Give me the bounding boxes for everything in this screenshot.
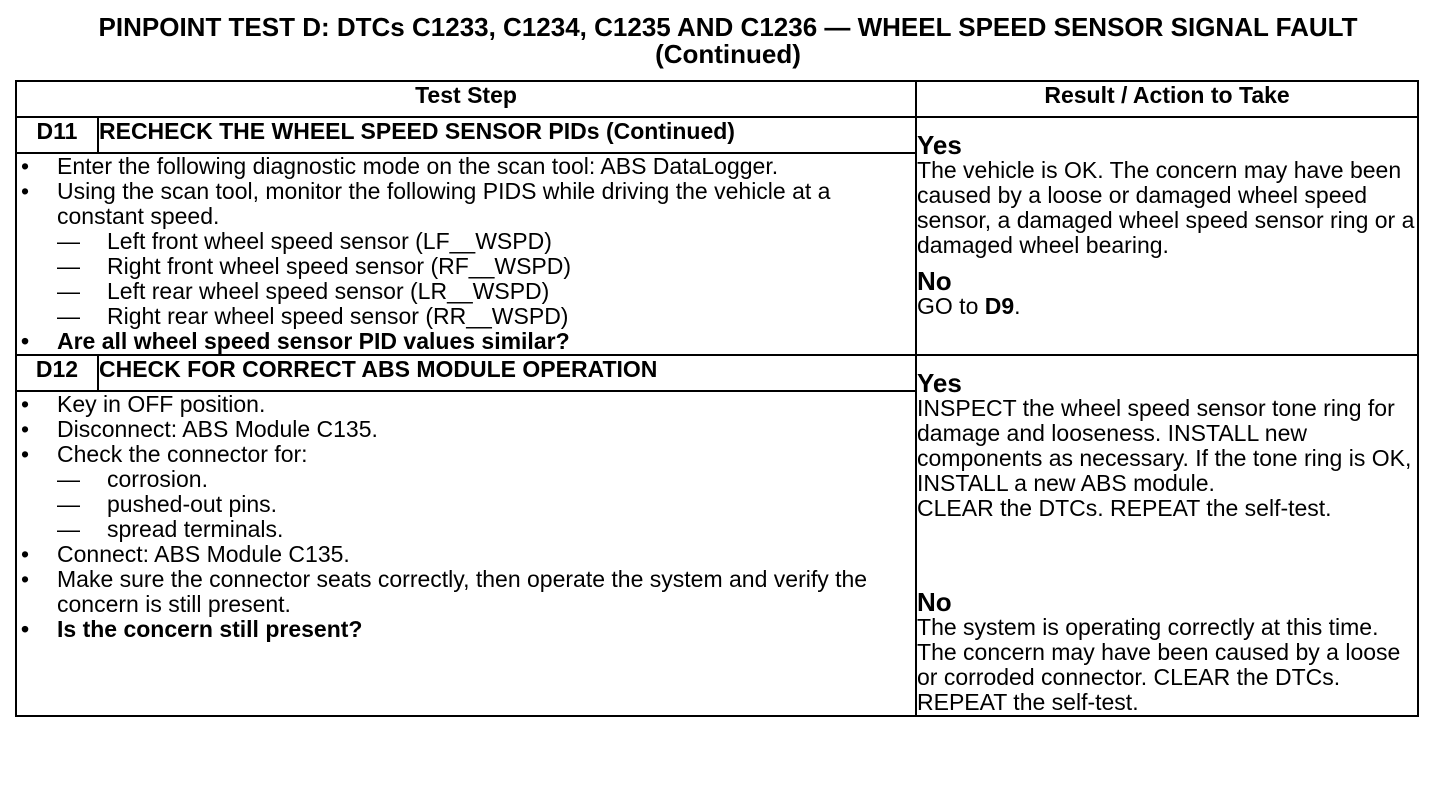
dash-glyph: — [57, 491, 80, 517]
bullet-glyph: • [21, 328, 30, 354]
sub-item-text: Left rear wheel speed sensor (LR__WSPD) [107, 278, 550, 304]
step-body-d12 [16, 391, 916, 716]
step-row-d11-title [16, 117, 1418, 153]
pinpoint-test-table [15, 80, 1419, 717]
header-result: Result / Action to Take [916, 81, 1418, 117]
list-item-text: Check the connector for: [57, 441, 308, 467]
list-item-text: Make sure the connector seats correctly, then operate the system and verify the concern is still present. [57, 566, 868, 617]
no-text-d11 [917, 294, 1417, 319]
no-text-d12: The system is operating correctly at this time. The concern may have been caused by a loose or corroded connector. CLEAR the DTCs. REPEAT the self-test. [917, 614, 1401, 715]
step-body-d11 [16, 153, 916, 355]
list-item-text: Disconnect: ABS Module C135. [57, 416, 378, 442]
bullet-glyph: • [21, 441, 30, 467]
bullet-glyph: • [21, 541, 30, 567]
bullet-glyph: • [21, 416, 30, 442]
sub-list-item [57, 279, 915, 304]
question-item [17, 329, 915, 354]
bullet-glyph: • [21, 616, 30, 642]
dash-glyph: — [57, 253, 80, 279]
header-test-step: Test Step [16, 81, 916, 117]
question-text-d12: Is the concern still present? [57, 616, 363, 642]
list-item-text: Connect: ABS Module C135. [57, 541, 350, 567]
goto-ref-d9: D9 [984, 293, 1015, 319]
step-title-d12: CHECK FOR CORRECT ABS MODULE OPERATION [98, 355, 916, 391]
table-header-row [16, 81, 1418, 117]
list-item [17, 154, 915, 179]
sub-item-text: Right rear wheel speed sensor (RR__WSPD) [107, 303, 569, 329]
list-item [17, 179, 915, 329]
dash-glyph: — [57, 228, 80, 254]
list-item [17, 392, 915, 417]
list-item [17, 442, 915, 542]
step-row-d12-title [16, 355, 1418, 391]
sub-list-item [57, 254, 915, 279]
dash-glyph: — [57, 466, 80, 492]
sub-list-d12 [57, 467, 915, 542]
sub-list-item [57, 467, 915, 492]
list-item [17, 567, 915, 617]
no-label-d12: No [917, 587, 952, 617]
bullet-glyph: • [21, 153, 30, 179]
step-id-d11: D11 [16, 117, 98, 153]
sub-item-text: Left front wheel speed sensor (LF__WSPD) [107, 228, 552, 254]
title-line-1: PINPOINT TEST D: DTCs C1233, C1234, C1235 AND C1236 — WHEEL SPEED SENSOR SIGNAL FAULT [98, 12, 1358, 42]
yes-label-d11: Yes [917, 130, 962, 160]
bullet-glyph: • [21, 178, 30, 204]
sub-list-item [57, 304, 915, 329]
page-title [0, 14, 1456, 68]
no-label-d11: No [917, 266, 952, 296]
title-line-2: (Continued) [655, 39, 801, 69]
no-text-d11-suffix: . [1014, 293, 1021, 319]
result-cell-d11 [916, 117, 1418, 355]
yes-text-d11: The vehicle is OK. The concern may have been caused by a loose or damaged wheel speed sensor, a damaged wheel speed sensor ring or a damaged wheel bearing. [917, 157, 1415, 258]
list-item-text: Enter the following diagnostic mode on the scan tool: ABS DataLogger. [57, 153, 779, 179]
question-text-d11: Are all wheel speed sensor PID values similar? [57, 328, 570, 354]
dash-glyph: — [57, 516, 80, 542]
bullet-glyph: • [21, 391, 30, 417]
step-list-d11 [17, 154, 915, 354]
yes-text2-d12: CLEAR the DTCs. REPEAT the self-test. [917, 495, 1332, 521]
sub-item-text: Right front wheel speed sensor (RF__WSPD) [107, 253, 572, 279]
no-text-d11-prefix: GO to [917, 293, 979, 319]
step-list-d12 [17, 392, 915, 642]
bullet-glyph: • [21, 566, 30, 592]
list-item [17, 542, 915, 567]
dash-glyph: — [57, 303, 80, 329]
sub-item-text: pushed-out pins. [107, 491, 278, 517]
result-cell-d12 [916, 355, 1418, 716]
sub-list-d11 [57, 229, 915, 329]
sub-item-text: corrosion. [107, 466, 208, 492]
list-item-text: Using the scan tool, monitor the following PIDS while driving the vehicle at a constant speed. [57, 178, 831, 229]
step-id-d12: D12 [16, 355, 98, 391]
sub-list-item [57, 492, 915, 517]
question-item [17, 617, 915, 642]
list-item [17, 417, 915, 442]
step-title-d11: RECHECK THE WHEEL SPEED SENSOR PIDs (Continued) [98, 117, 916, 153]
list-item-text: Key in OFF position. [57, 391, 266, 417]
sub-item-text: spread terminals. [107, 516, 284, 542]
yes-label-d12: Yes [917, 368, 962, 398]
dash-glyph: — [57, 278, 80, 304]
yes-text-d12: INSPECT the wheel speed sensor tone ring for damage and looseness. INSTALL new components as necessary. If the tone ring is OK, INSTALL a new ABS module. [917, 395, 1412, 496]
sub-list-item [57, 517, 915, 542]
sub-list-item [57, 229, 915, 254]
